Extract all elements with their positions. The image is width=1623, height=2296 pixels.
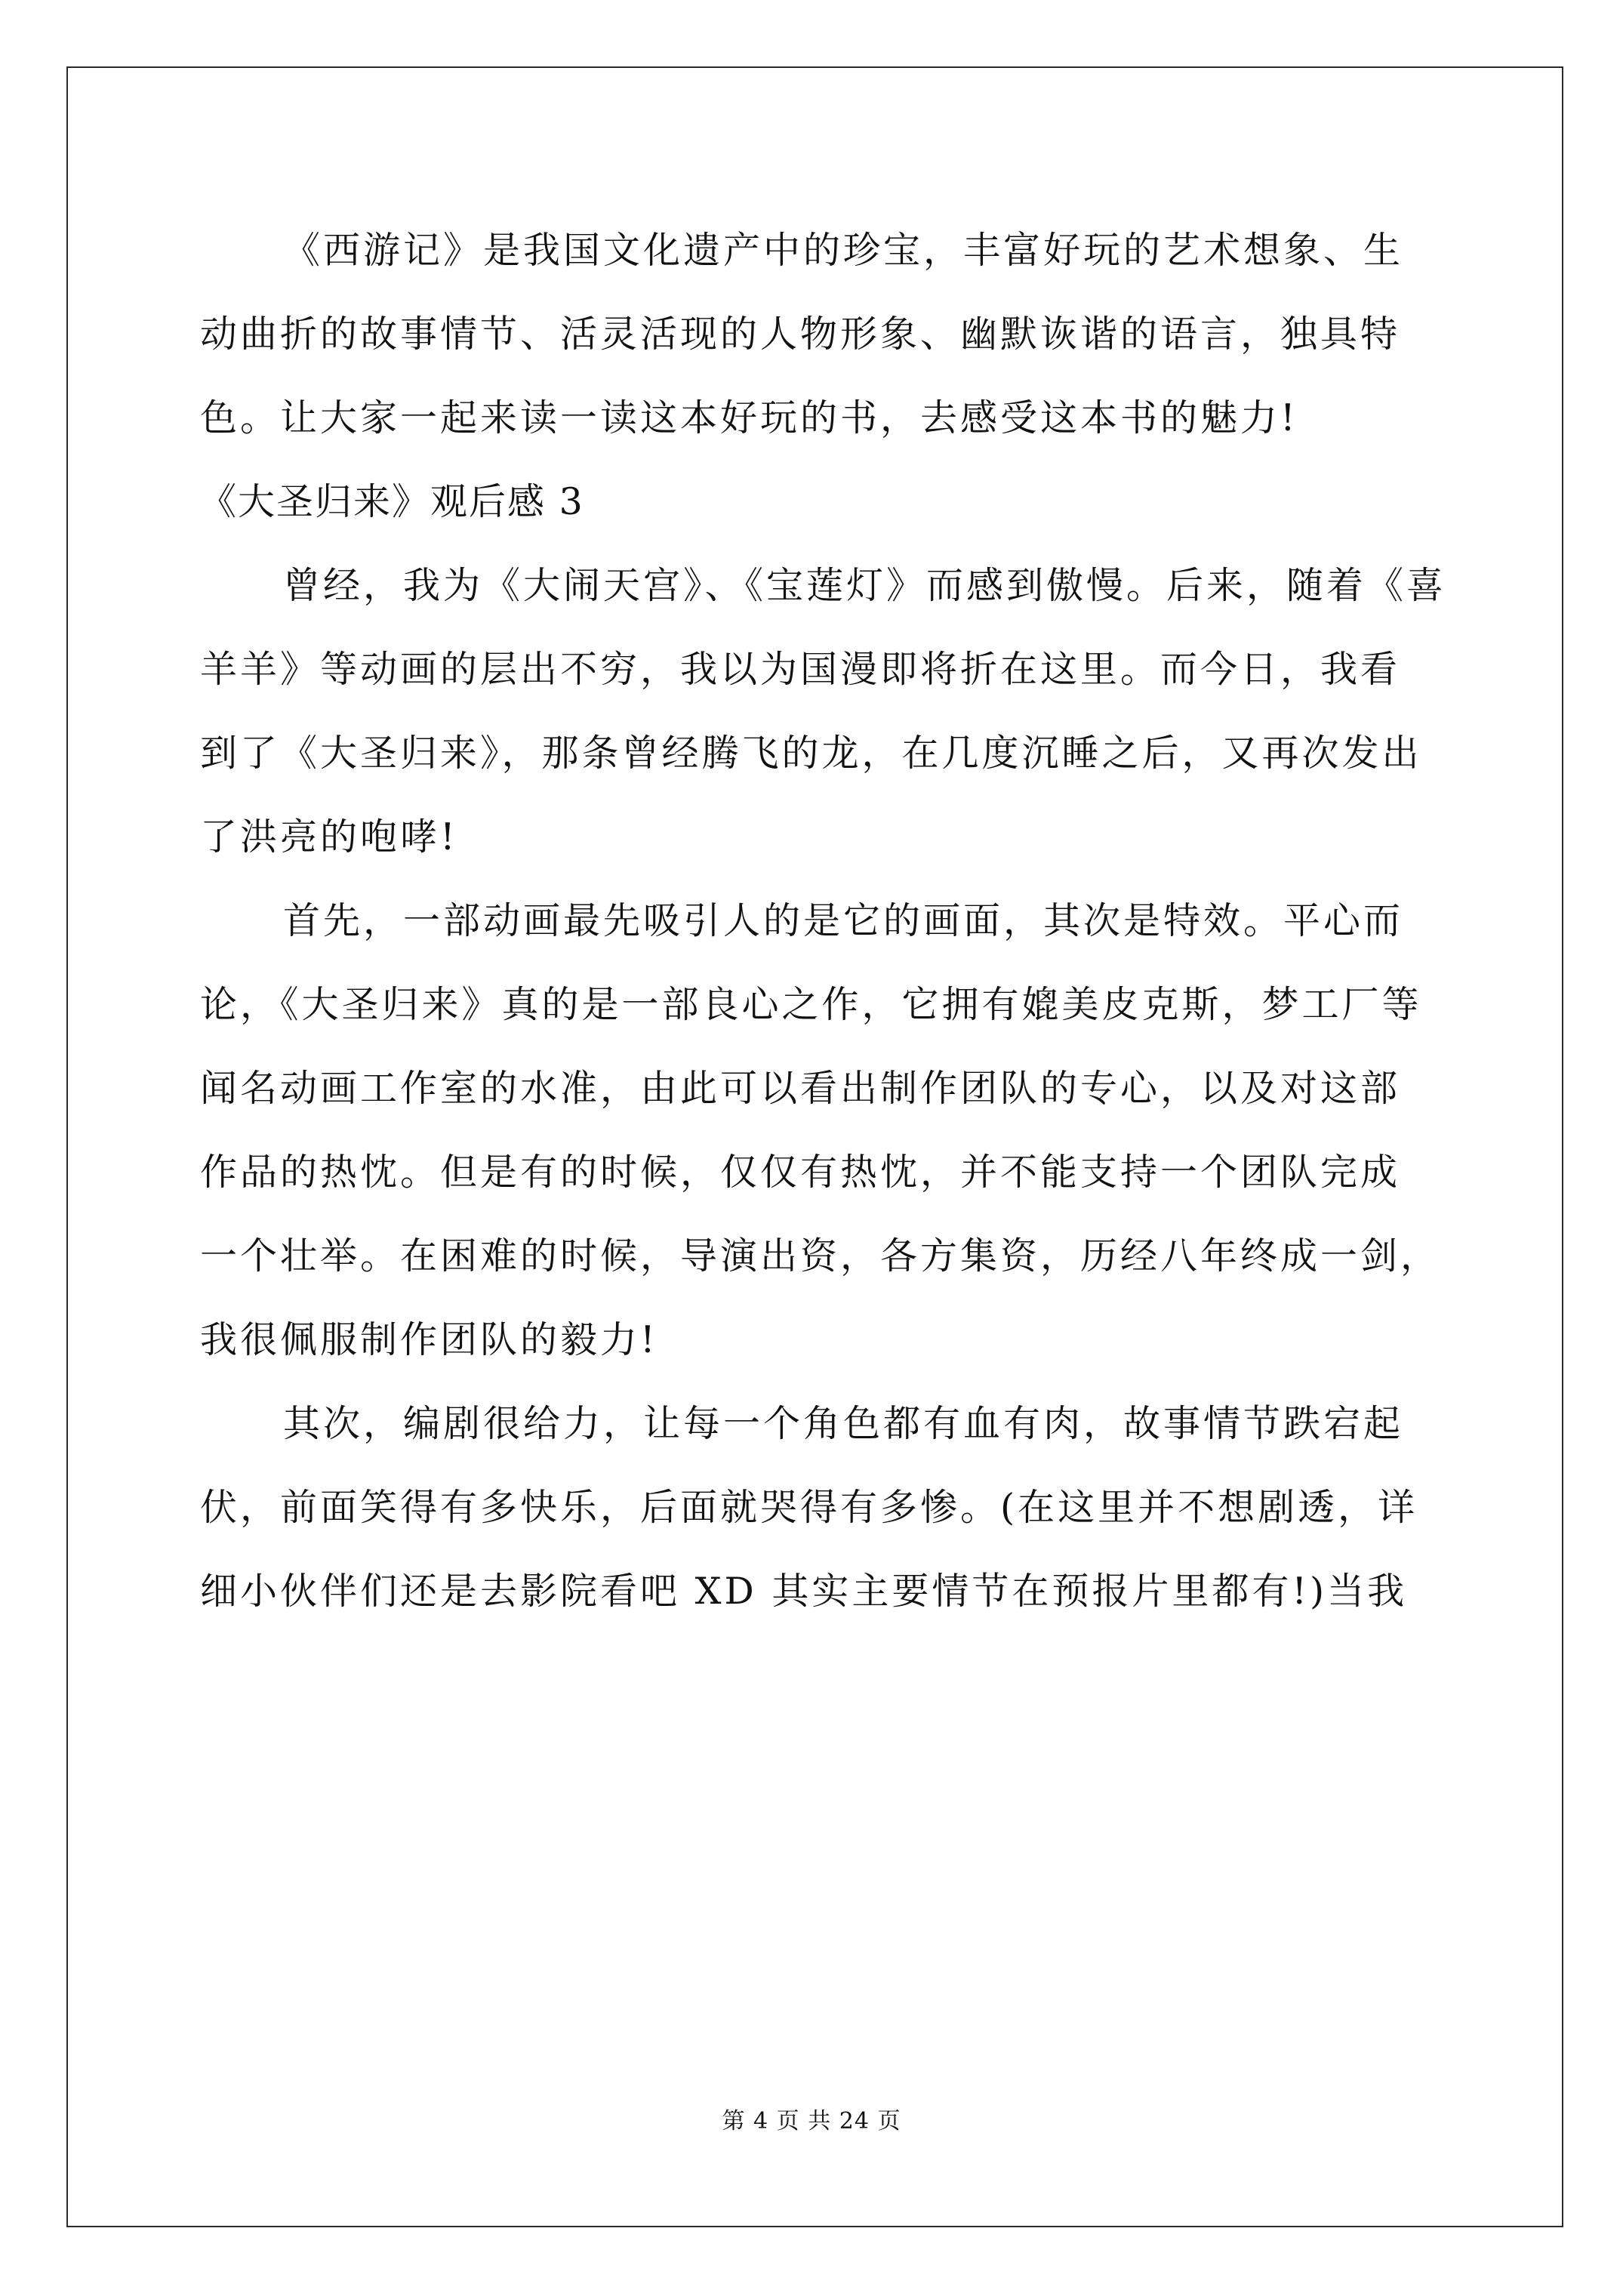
page-number-footer: 第 4 页 共 24 页 [722,2108,901,2134]
paragraph-2-line-1: 曾经，我为《大闹天宫》、《宝莲灯》而感到傲慢。后来，随着《喜 [283,564,1447,607]
paragraph-2-line-3: 到了《大圣归来》，那条曾经腾飞的龙，在几度沉睡之后，又再次发出 [200,732,1422,775]
paragraph-2-line-2: 羊羊》等动画的层出不穷，我以为国漫即将折在这里。而今日，我看 [200,648,1401,691]
paragraph-4-line-3: 细小伙伴们还是去影院看吧 XD 其实主要情节在预报片里都有!)当我 [200,1570,1408,1613]
page-border [66,66,1563,2227]
paragraph-3-line-1: 首先，一部动画最先吸引人的是它的画面，其次是特效。平心而 [283,899,1404,942]
paragraph-3-line-2: 论，《大圣归来》真的是一部良心之作，它拥有媲美皮克斯，梦工厂等 [200,983,1422,1026]
paragraph-1-line-3: 色。让大家一起来读一读这本好玩的书，去感受这本书的魅力! [200,396,1298,439]
paragraph-3-line-5: 一个壮举。在困难的时候，导演出资，各方集资，历经八年终成一剑， [200,1234,1441,1277]
paragraph-2-line-4: 了洪亮的咆哮! [200,815,458,858]
section-heading: 《大圣归来》观后感 3 [199,480,584,523]
paragraph-1-line-2: 动曲折的故事情节、活灵活现的人物形象、幽默诙谐的语言，独具特 [200,313,1401,356]
paragraph-1-line-1: 《西游记》是我国文化遗产中的珍宝，丰富好玩的艺术想象、生 [283,229,1404,272]
paragraph-4-line-1: 其次，编剧很给力，让每一个角色都有血有肉，故事情节跌宕起 [283,1402,1404,1445]
paragraph-3-line-6: 我很佩服制作团队的毅力! [200,1318,658,1361]
paragraph-3-line-4: 作品的热忱。但是有的时候，仅仅有热忱，并不能支持一个团队完成 [200,1151,1401,1194]
paragraph-4-line-2: 伏，前面笑得有多快乐，后面就哭得有多惨。(在这里并不想剧透，详 [200,1486,1418,1529]
paragraph-3-line-3: 闻名动画工作室的水准，由此可以看出制作团队的专心，以及对这部 [200,1067,1401,1110]
